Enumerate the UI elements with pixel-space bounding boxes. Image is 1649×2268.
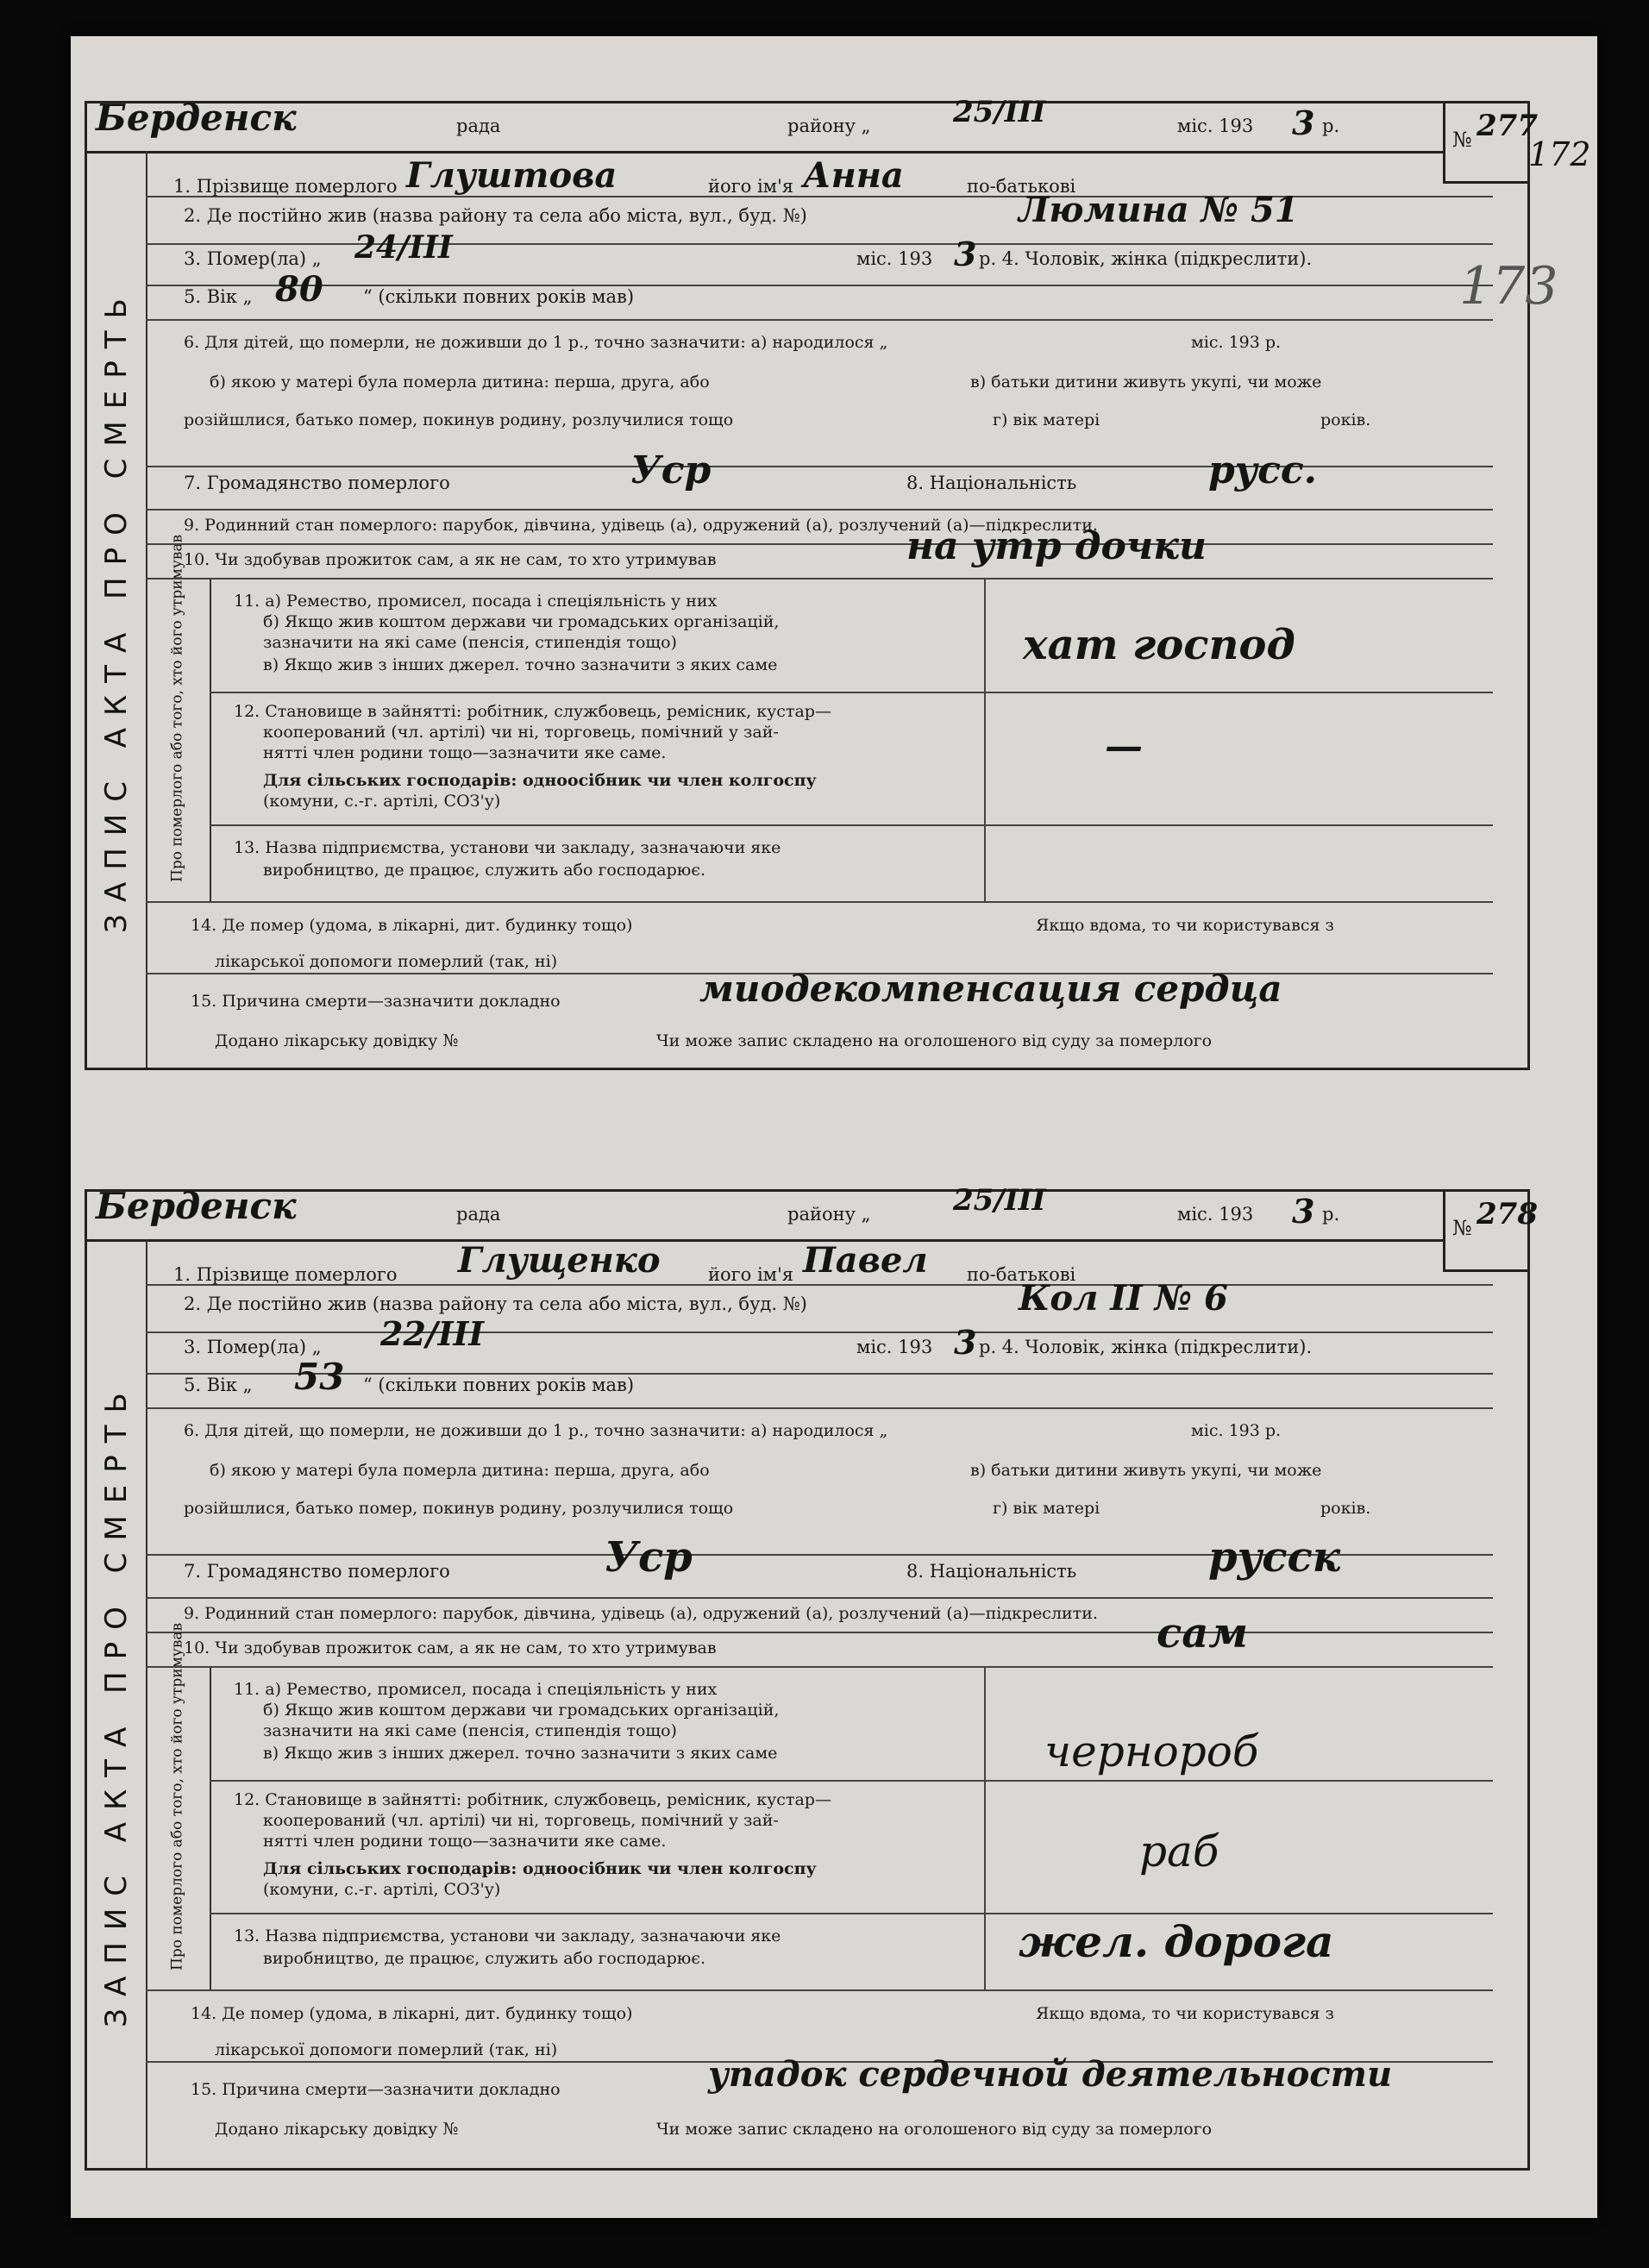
support: сам	[1157, 1609, 1248, 1657]
subsection-title: Про померлого або того, хто його утримував	[146, 578, 211, 901]
margin-note-173: 173	[1459, 256, 1558, 316]
given-name: Анна	[803, 155, 904, 196]
field-11a-label: 11. а) Ремество, промисел, посада і спеціяльність у них	[234, 1680, 718, 1699]
field-6a-month: міс. 193 р.	[1191, 1421, 1282, 1440]
field-12d-label: Для сільських господарів: одноосібник чи член колгоспу	[263, 771, 817, 790]
field-11b-label: б) Якщо жив коштом держави чи громадських організацій,	[263, 1701, 780, 1720]
rada-name: Берденск	[96, 1185, 297, 1227]
residence: Люмина № 51	[1019, 190, 1299, 230]
field-16b-label: Чи може запис складено на оголошеного від суду за померлого	[656, 2120, 1213, 2139]
record-number-box	[1443, 103, 1538, 184]
age: 53	[294, 1356, 345, 1398]
field-15-cause-label: 15. Причина смерти—зазначити докладно	[191, 2080, 561, 2099]
surname: Глуштова	[406, 155, 618, 196]
subsection-title: Про померлого або того, хто його утримував	[146, 1666, 211, 1989]
nationality: русс.	[1208, 448, 1317, 492]
registration-date: 25/III	[953, 95, 1046, 129]
occupation: хат господ	[1023, 621, 1295, 669]
field-9-marital-label: 9. Родинний стан померлого: парубок, дівчина, удівець (а), одружений (а), розлучений (а)—підкреслити.	[184, 1604, 1098, 1623]
patronymic-label: по-батькові	[967, 1264, 1076, 1285]
year-suffix: р.	[1322, 116, 1340, 136]
support: на утр дочки	[906, 524, 1207, 568]
field-6a-label: 6. Для дітей, що померли, не доживши до 1 р., точно зазначити: а) народилося „	[184, 1421, 888, 1440]
field-16a-label: Додано лікарську довідку №	[215, 1031, 459, 1050]
field-6c-label: розійшлися, батько помер, покинув родину, розлучилися тощо	[184, 410, 734, 429]
field-6b-label: б) якою у матері була померла дитина: перша, друга, або	[210, 373, 710, 392]
field-12a-label: 12. Становище в зайнятті: робітник, службовець, ремісник, кустар—	[234, 1790, 831, 1809]
side-title: ЗАПИС АКТА ПРО СМЕРТЬ	[87, 151, 147, 1068]
age-note: “ (скільки повних років мав)	[363, 1375, 635, 1395]
field-12e-label: (комуни, с.-г. артілі, СОЗ'у)	[263, 1880, 501, 1899]
side-title: ЗАПИС АКТА ПРО СМЕРТЬ	[87, 1239, 147, 2168]
field-4-sex-label: р. 4. Чоловік, жінка (підкреслити).	[979, 248, 1313, 269]
field-12d-label: Для сільських господарів: одноосібник чи член колгоспу	[263, 1859, 817, 1878]
death-month-year-label: міс. 193	[856, 248, 933, 269]
field-16a-label: Додано лікарську довідку №	[215, 2120, 459, 2139]
rayonu-label: району „	[787, 1204, 871, 1225]
death-year-digit: 3	[954, 1323, 977, 1362]
field-6a-label: 6. Для дітей, що померли, не доживши до 1 р., точно зазначити: а) народилося „	[184, 333, 888, 352]
field-12c-label: нятті член родини тощо—зазначити яке саме.	[263, 1832, 667, 1851]
month-year-label: міс. 193	[1177, 1204, 1254, 1225]
field-6c-label: розійшлися, батько помер, покинув родину, розлучилися тощо	[184, 1499, 734, 1518]
field-6b-parents: в) батьки дитини живуть укупі, чи може	[970, 373, 1322, 392]
cause-of-death: упадок сердечной деятельности	[708, 2054, 1393, 2095]
field-6c-mother-age: г) вік матері	[993, 1499, 1100, 1518]
field-6b-parents: в) батьки дитини живуть укупі, чи може	[970, 1461, 1322, 1480]
field-4-sex-label: р. 4. Чоловік, жінка (підкреслити).	[979, 1337, 1313, 1357]
field-11d-label: в) Якщо жив з інших джерел. точно зазначити з яких саме	[263, 655, 778, 674]
field-11c-label: зазначити на які саме (пенсія, стипендія тощо)	[263, 633, 677, 652]
field-14b-label: Якщо вдома, то чи користувався з	[1036, 916, 1334, 935]
citizenship: Уср	[630, 448, 712, 492]
registration-date: 25/III	[953, 1183, 1046, 1218]
field-3-death-label: 3. Помер(ла) „	[184, 248, 322, 269]
record-number: 277	[1477, 109, 1538, 143]
field-13a-label: 13. Назва підприємства, установи чи закладу, зазначаючи яке	[234, 838, 781, 857]
nationality: русск	[1208, 1533, 1341, 1582]
header-rule	[87, 1239, 1445, 1242]
year-digit: 3	[1292, 103, 1315, 142]
field-9-marital-label: 9. Родинний стан померлого: парубок, дівчина, удівець (а), одружений (а), розлучений (а)—підкреслити.	[184, 516, 1098, 535]
field-14a-label: 14. Де помер (удома, в лікарні, дит. будинку тощо)	[191, 916, 633, 935]
occupation: чернороб	[1044, 1726, 1259, 1776]
field-15-cause-label: 15. Причина смерти—зазначити докладно	[191, 992, 561, 1011]
death-record-form-2	[85, 1183, 1538, 2171]
rayonu-label: району „	[787, 116, 871, 136]
margin-note-172: 172	[1528, 135, 1591, 173]
rada-label: рада	[456, 116, 501, 136]
given-name-label: його ім'я	[708, 1264, 794, 1285]
field-12a-label: 12. Становище в зайнятті: робітник, службовець, ремісник, кустар—	[234, 702, 831, 721]
header-rule	[87, 151, 1445, 153]
field-7-citizenship-label: 7. Громадянство померлого	[184, 1561, 450, 1582]
age-note: “ (скільки повних років мав)	[363, 286, 635, 307]
patronymic-label: по-батькові	[967, 176, 1076, 197]
residence: Кол II № 6	[1019, 1278, 1228, 1319]
field-14b-label: Якщо вдома, то чи користувався з	[1036, 2004, 1334, 2023]
field-13a-label: 13. Назва підприємства, установи чи закладу, зазначаючи яке	[234, 1927, 781, 1945]
field-16b-label: Чи може запис складено на оголошеного від суду за померлого	[656, 1031, 1213, 1050]
field-14a-label: 14. Де помер (удома, в лікарні, дит. будинку тощо)	[191, 2004, 633, 2023]
death-date: 24/III	[354, 229, 453, 266]
field-2-residence-label: 2. Де постійно жив (назва району та села або міста, вул., буд. №)	[184, 205, 807, 226]
death-month-year-label: міс. 193	[856, 1337, 933, 1357]
archival-page	[71, 36, 1597, 2218]
field-7-citizenship-label: 7. Громадянство померлого	[184, 473, 450, 493]
field-1-surname-label: 1. Прізвище померлого	[173, 176, 398, 197]
given-name: Павел	[803, 1240, 928, 1281]
field-12c-label: нятті член родини тощо—зазначити яке саме.	[263, 743, 667, 762]
field-12e-label: (комуни, с.-г. артілі, СОЗ'у)	[263, 792, 501, 811]
age: 80	[275, 269, 323, 310]
employment-status: —	[1105, 724, 1143, 768]
field-6c-mother-age: г) вік матері	[993, 410, 1100, 429]
citizenship: Уср	[605, 1533, 693, 1582]
given-name-label: його ім'я	[708, 176, 794, 197]
field-12b-label: кооперований (чл. артілі) чи ні, торговець, помічний у зай-	[263, 1811, 779, 1830]
field-11c-label: зазначити на які саме (пенсія, стипендія тощо)	[263, 1721, 677, 1740]
death-record-form-1	[85, 95, 1538, 1070]
field-10-support-label: 10. Чи здобував прожиток сам, а як не сам, то хто утримував	[184, 550, 717, 569]
field-8-nationality-label: 8. Національність	[906, 1561, 1077, 1582]
field-11a-label: 11. а) Ремество, промисел, посада і спеціяльність у них	[234, 592, 718, 611]
field-6c-years: років.	[1320, 410, 1371, 429]
death-date: 22/III	[380, 1314, 485, 1353]
record-number: 278	[1477, 1197, 1538, 1231]
field-6a-month: міс. 193 р.	[1191, 333, 1282, 352]
field-10-support-label: 10. Чи здобував прожиток сам, а як не сам, то хто утримував	[184, 1638, 717, 1657]
field-5-age-label: 5. Вік „	[184, 286, 253, 307]
field-6b-label: б) якою у матері була померла дитина: перша, друга, або	[210, 1461, 710, 1480]
employment-status: раб	[1139, 1826, 1220, 1876]
field-2-residence-label: 2. Де постійно жив (назва району та села або міста, вул., буд. №)	[184, 1294, 807, 1314]
field-1-surname-label: 1. Прізвище померлого	[173, 1264, 398, 1285]
year-suffix: р.	[1322, 1204, 1340, 1225]
record-number-box	[1443, 1192, 1538, 1272]
rada-label: рада	[456, 1204, 501, 1225]
rada-name: Берденск	[96, 97, 297, 139]
field-11b-label: б) Якщо жив коштом держави чи громадських організацій,	[263, 612, 780, 631]
field-14c-label: лікарської допомоги померлий (так, ні)	[215, 2040, 558, 2059]
cause-of-death: миодекомпенсация сердца	[699, 968, 1282, 1010]
field-5-age-label: 5. Вік „	[184, 1375, 253, 1395]
field-14c-label: лікарської допомоги померлий (так, ні)	[215, 952, 558, 971]
field-6c-years: років.	[1320, 1499, 1371, 1518]
field-11d-label: в) Якщо жив з інших джерел. точно зазначити з яких саме	[263, 1744, 778, 1763]
field-13b-label: виробництво, де працює, служить або господарює.	[263, 861, 706, 880]
number-sign: №	[1452, 1216, 1472, 1240]
surname: Глущенко	[458, 1240, 661, 1281]
month-year-label: міс. 193	[1177, 116, 1254, 136]
workplace: жел. дорога	[1019, 1916, 1334, 1967]
field-8-nationality-label: 8. Національність	[906, 473, 1077, 493]
number-sign: №	[1452, 128, 1472, 152]
death-year-digit: 3	[954, 235, 977, 273]
field-12b-label: кооперований (чл. артілі) чи ні, торговець, помічний у зай-	[263, 723, 779, 742]
field-13b-label: виробництво, де працює, служить або господарює.	[263, 1949, 706, 1968]
year-digit: 3	[1292, 1192, 1315, 1231]
field-3-death-label: 3. Помер(ла) „	[184, 1337, 322, 1357]
